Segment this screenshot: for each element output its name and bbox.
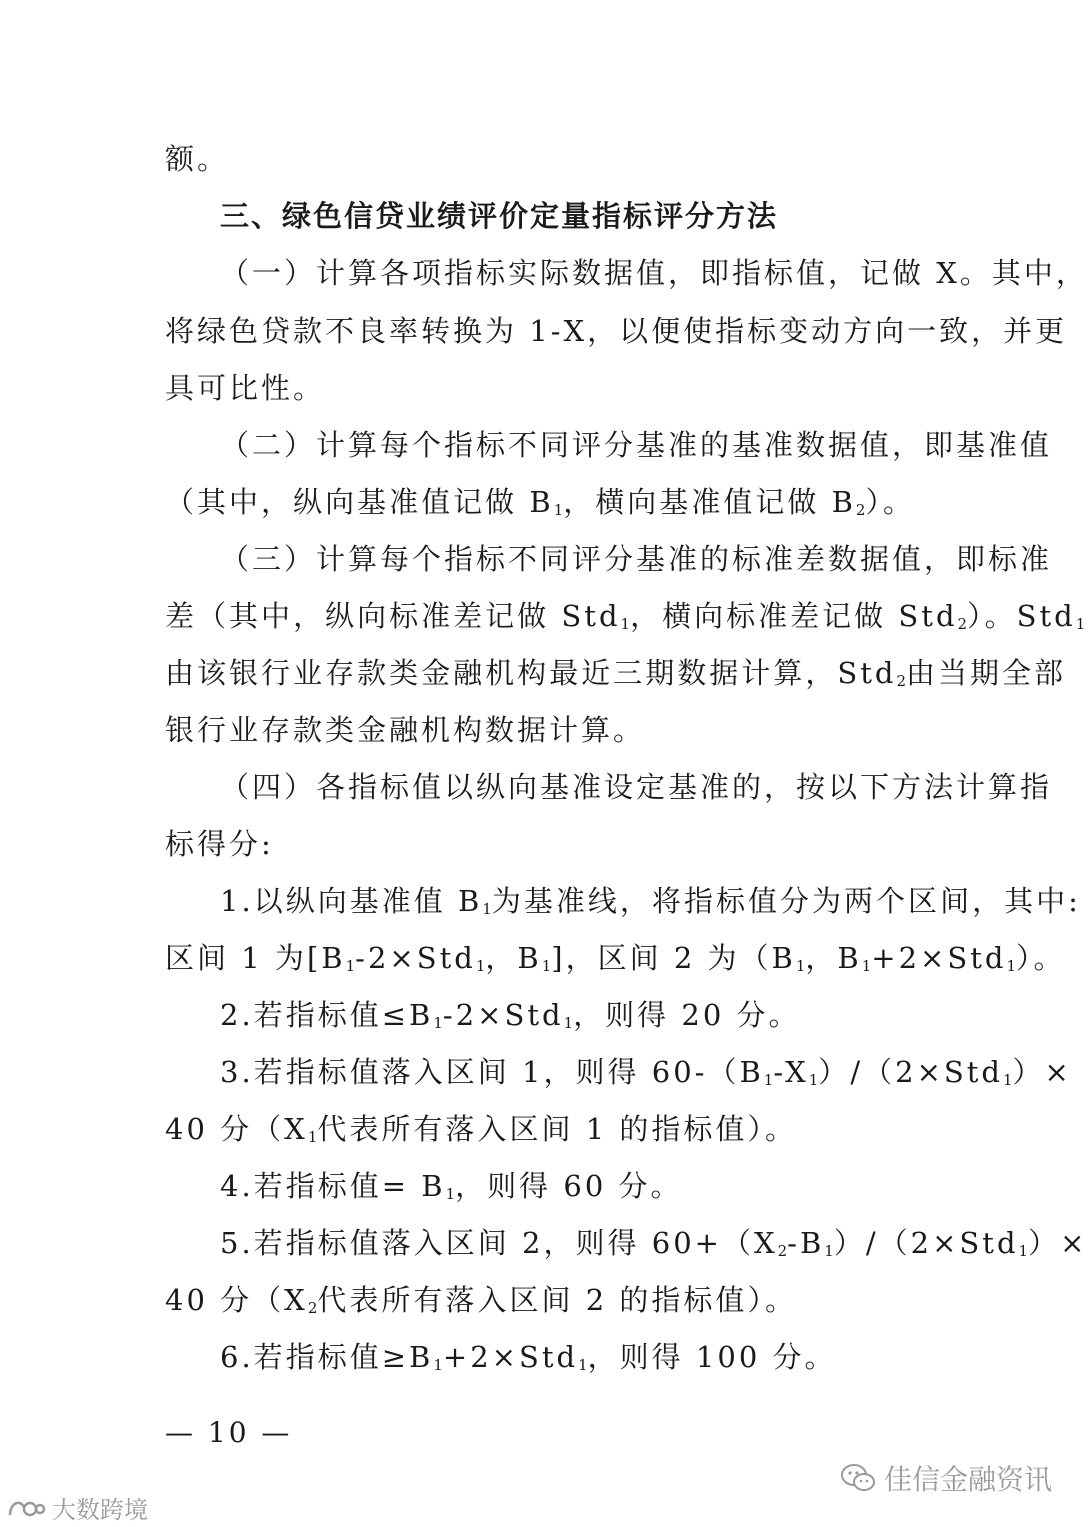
text-line: 区间 1 为[$B_1-2\times Std_1$，$B_1$]，区间 2 为（$B_1$，$B_1+2\times Std_1$）。 xyxy=(165,941,1066,975)
list-item: 1.以纵向基准值 $B_1$为基准线，将指标值分为两个区间，其中: xyxy=(220,884,1081,918)
text-line: 具可比性。 xyxy=(165,371,326,405)
text-line: 差（其中，纵向标准差记做 Std$_1$，横向标准差记做 Std$_2$）。Std$_1$ xyxy=(165,599,1086,633)
section-heading: 三、绿色信贷业绩评价定量指标评分方法 xyxy=(220,199,779,233)
wechat-watermark xyxy=(840,1458,1052,1498)
text-line: （二）计算每个指标不同评分基准的基准数据值，即基准值 xyxy=(220,428,1053,462)
list-item: 6.若指标值$\ge B_1+2\times Std_1$，则得 100 分。 xyxy=(220,1340,837,1374)
text-line: （其中，纵向基准值记做 $B_1$，横向基准值记做 $B_2$）。 xyxy=(165,485,915,519)
logo-icon xyxy=(6,1495,46,1521)
text-line: 标得分: xyxy=(165,827,274,861)
text-line: （一）计算各项指标实际数据值，即指标值，记做 X。其中， xyxy=(220,256,1088,290)
text-line: 额。 xyxy=(165,142,230,176)
list-item: 3.若指标值落入区间 1，则得 $60-(B_1-X_1)/(2\times Std_1)\times$ xyxy=(220,1055,1072,1089)
wechat-icon xyxy=(840,1463,876,1493)
text-line: 由该银行业存款类金融机构最近三期数据计算，Std$_2$由当期全部 xyxy=(165,656,1067,690)
wechat-account-label: 佳信金融资讯 xyxy=(884,1463,1053,1496)
text-line: （三）计算每个指标不同评分基准的标准差数据值，即标准 xyxy=(220,542,1053,576)
page-number: — 10 — xyxy=(165,1416,293,1449)
list-item: 5.若指标值落入区间 2，则得 $60+(X_2-B_1)/(2\times Std_1)\times$ xyxy=(220,1226,1088,1260)
text-line: 40 分（$X_2$代表所有落入区间 2 的指标值）。 xyxy=(165,1283,797,1317)
text-line: （四）各指标值以纵向基准设定基准的，按以下方法计算指 xyxy=(220,770,1053,804)
text-line: 40 分（$X_1$代表所有落入区间 1 的指标值）。 xyxy=(165,1112,797,1146)
text-line: 银行业存款类金融机构数据计算。 xyxy=(165,713,646,747)
list-item: 4.若指标值= $B_1$，则得 60 分。 xyxy=(220,1169,683,1203)
text-line: 将绿色贷款不良率转换为 1-X，以便使指标变动方向一致，并更 xyxy=(165,314,1068,348)
site-label: 大数跨境 xyxy=(52,1496,148,1524)
list-item: 2.若指标值$\le B_1-2\times Std_1$，则得 20 分。 xyxy=(220,998,801,1032)
site-watermark xyxy=(6,1490,148,1525)
